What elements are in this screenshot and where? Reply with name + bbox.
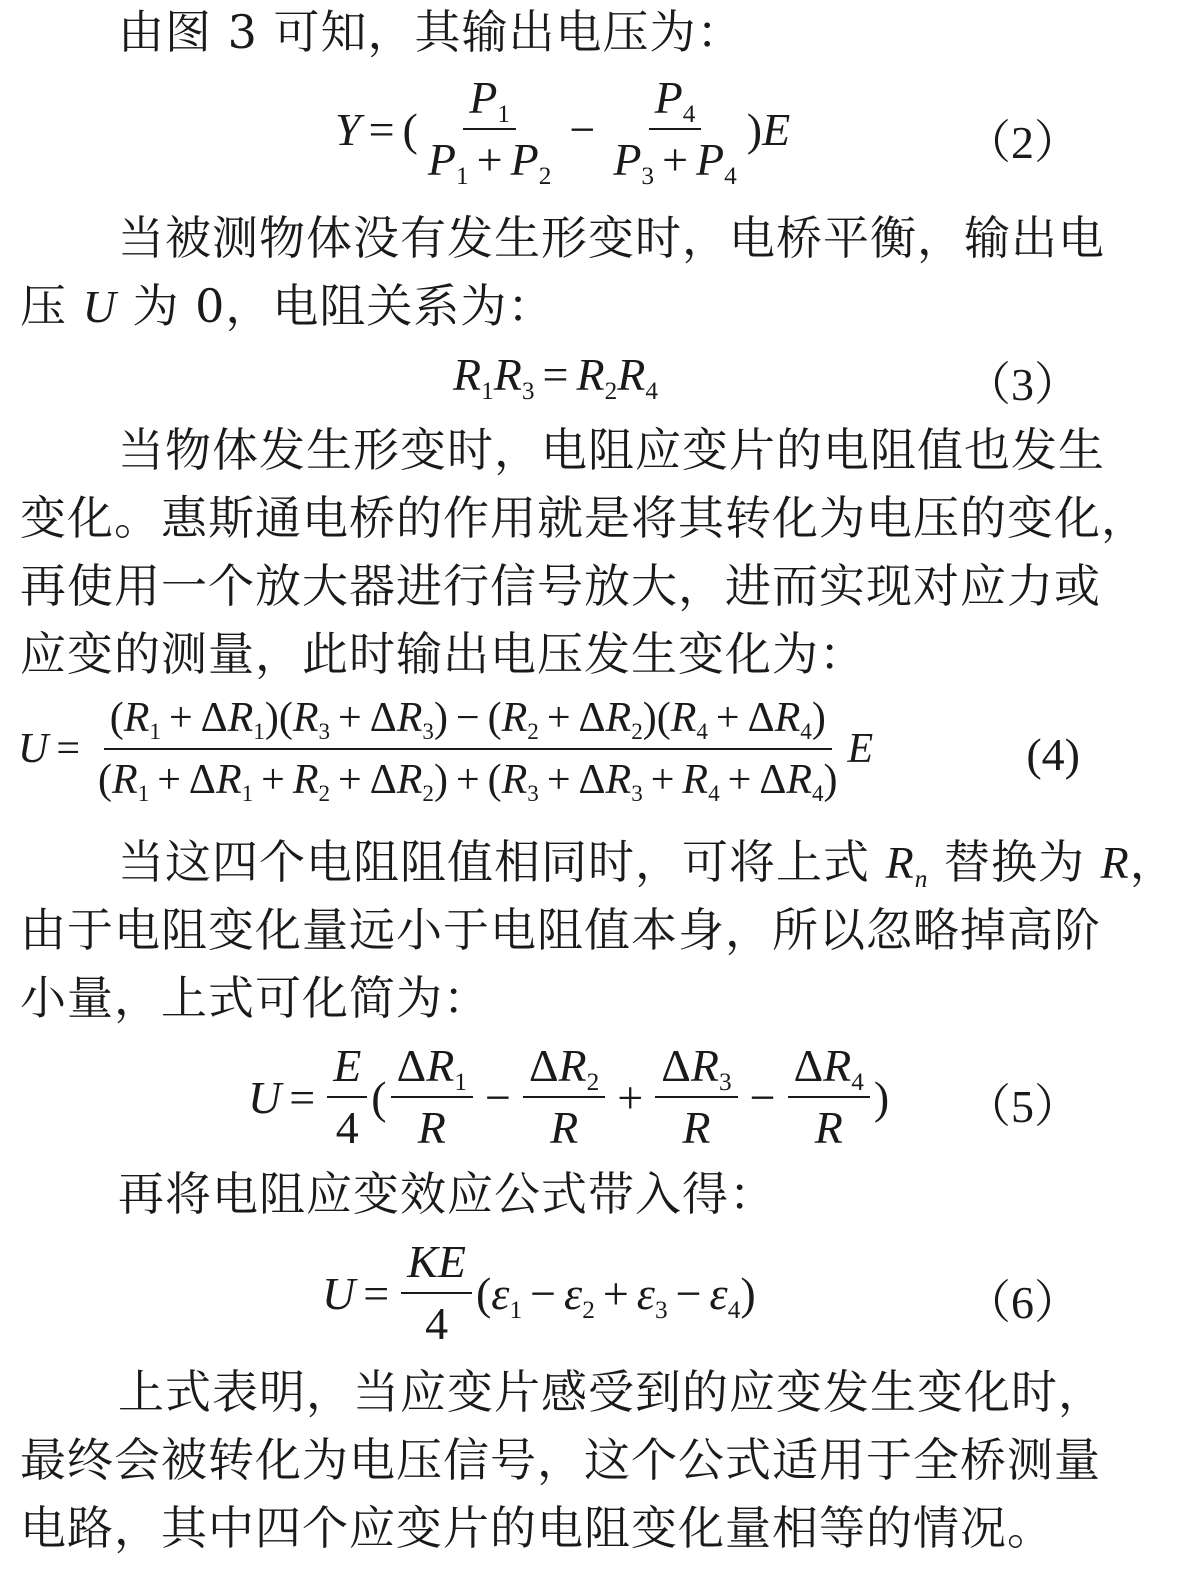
- paragraph-line: [118, 1362, 1108, 1422]
- paragraph-line: [118, 2, 1108, 62]
- text: 为 0，电阻关系为：: [116, 279, 555, 333]
- equation-2: Y = ( $\frac{P_1}{P_1 + P_2}$ − $\frac{P_4}{P_3 + P_4}$ ) E: [335, 72, 791, 190]
- text: ，: [1129, 835, 1177, 889]
- text: 变化。惠斯通电桥的作用就是将其转化为电压的变化，: [20, 491, 1148, 545]
- paragraph-line: [118, 420, 1108, 480]
- paragraph-line: [20, 276, 1110, 337]
- text: 由图 3 可知，其输出电压为：: [118, 5, 744, 59]
- paragraph-line: [118, 832, 1177, 893]
- text: 再使用一个放大器进行信号放大，进而实现对应力或: [20, 559, 1101, 613]
- equation-6: U = $\frac{KE}{4}$ ( $\varepsilon_1$ − $\varepsilon_2$ + $\varepsilon_3$ − $\varepsilon_4$ ): [322, 1236, 756, 1349]
- text: 上式表明，当应变片感受到的应变发生变化时，: [118, 1365, 1105, 1419]
- equation-3: $R_1R_3$ = $R_2R_4$: [453, 349, 659, 405]
- equation-number: (4): [1026, 729, 1080, 780]
- equation-5: U = $\frac{E}{4}$ ( $\frac{\Delta R_1}{R}$ − $\frac{\Delta R_2}{R}$ + $\frac{\Delta R_3}{R}$ − $\frac{\Delta R_4}{R}$ ): [248, 1040, 890, 1153]
- text: 最终会被转化为电压信号，这个公式适用于全桥测量: [20, 1433, 1101, 1487]
- text: 当这四个电阻阻值相同时，可将上式: [118, 835, 886, 889]
- paragraph-line: [20, 488, 1148, 548]
- paragraph-line: [118, 208, 1108, 268]
- equation-number: （6）: [965, 1277, 1080, 1328]
- paragraph-line: [20, 1498, 1110, 1558]
- equation-number: （3）: [965, 359, 1080, 410]
- variable-subscript: n: [914, 864, 929, 893]
- paragraph-line: [20, 968, 1110, 1028]
- equation-number: （2）: [965, 117, 1080, 168]
- text: 小量，上式可化简为：: [20, 971, 490, 1025]
- text: 再将电阻应变效应公式带入得：: [118, 1167, 776, 1221]
- text: 压: [20, 279, 83, 333]
- paragraph-line: [118, 1164, 1108, 1224]
- text: 电路，其中四个应变片的电阻变化量相等的情况。: [20, 1501, 1054, 1555]
- equation-4: U = $\frac{(R_1 + \Delta R_1)(R_3 + \Delta R_3) - (R_2 + \Delta R_2)(R_4 + \Delta R_4)}{(R_1 + \Delta R_1 + R_2 + \Delta R_2) + (R_3 + \Delta R_3 + R_4 + \Delta R_4)}$ E: [18, 692, 873, 806]
- paragraph-line: [20, 1430, 1110, 1490]
- paragraph-line: [20, 624, 1110, 684]
- variable: U: [82, 281, 117, 332]
- paragraph-line: [20, 556, 1110, 616]
- equation-number: （5）: [965, 1081, 1080, 1132]
- text: 当物体发生形变时，电阻应变片的电阻值也发生: [118, 423, 1105, 477]
- text: 应变的测量，此时输出电压发生变化为：: [20, 627, 866, 681]
- variable: R: [1100, 837, 1130, 888]
- text: 当被测物体没有发生形变时，电桥平衡，输出电: [118, 211, 1105, 265]
- variable: R: [885, 837, 915, 888]
- text: 由于电阻变化量远小于电阻值本身，所以忽略掉高阶: [20, 903, 1101, 957]
- paragraph-line: [20, 900, 1110, 960]
- text: 替换为: [928, 835, 1101, 889]
